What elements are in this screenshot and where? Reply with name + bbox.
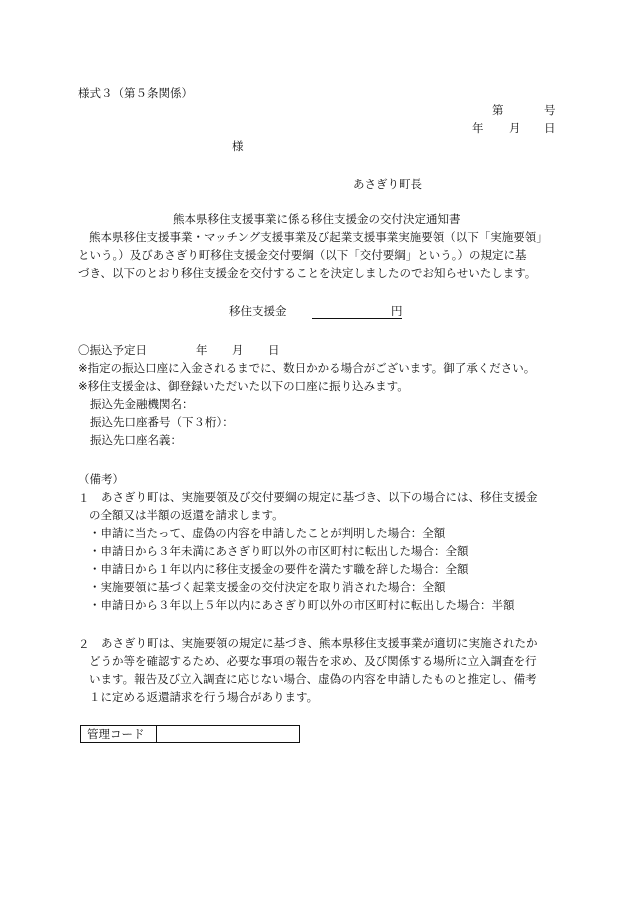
amount-label: 移住支援金	[229, 304, 287, 318]
account-holder-field: 振込先口座名義：	[90, 433, 182, 447]
document-number-prefix: 第	[492, 103, 504, 117]
transfer-day-label: 日	[268, 343, 280, 357]
document-number-suffix: 号	[544, 103, 556, 117]
remark-line: あさぎり町は、実施要領及び交付要綱の規定に基づき、以下の場合には、移住支援金	[101, 490, 538, 504]
remark-bullet: ・申請日から１年以内に移住支援金の要件を満たす職を辞した場合：全額	[89, 562, 469, 576]
remark-number: ２	[78, 637, 90, 651]
remark-bullet: ・申請日から３年以上５年以内にあさぎり町以外の市区町村に転出した場合：半額	[89, 598, 515, 612]
form-number: 様式３（第５条関係）	[78, 86, 193, 100]
remark-bullet: ・実施要領に基づく起業支援金の交付決定を取り消された場合：全額	[89, 580, 446, 594]
amount-underline	[312, 318, 402, 319]
recipient-honorific: 様	[232, 139, 244, 153]
remark-bullet: ・申請日から３年未満にあさぎり町以外の市区町村に転出した場合：全額	[89, 544, 469, 558]
transfer-note: ※移住支援金は、御登録いただいた以下の口座に振り込みます。	[78, 379, 409, 393]
intro-line: 熊本県移住支援事業・マッチング支援事業及び起業支援事業実施要領（以下「実施要領」	[89, 230, 548, 244]
amount-unit: 円	[391, 304, 403, 318]
management-code-label: 管理コード	[81, 726, 157, 742]
remark-number: １	[78, 491, 90, 505]
date-year-label: 年	[472, 121, 484, 135]
account-number-field: 振込先口座番号（下３桁）：	[90, 415, 234, 429]
date-day-label: 日	[544, 121, 556, 135]
bank-name-field: 振込先金融機関名：	[90, 397, 194, 411]
remark-line: １に定める返還請求を行う場合があります。	[89, 690, 319, 704]
transfer-note: ※指定の振込口座に入金されるまでに、数日かかる場合がございます。御了承ください。	[78, 361, 536, 375]
transfer-year-label: 年	[196, 343, 208, 357]
remarks-heading: （備考）	[78, 472, 124, 486]
remark-line: の全額又は半額の返還を請求します。	[89, 508, 284, 522]
intro-line: づき、以下のとおり移住支援金を交付することを決定しましたのでお知らせいたします。	[78, 266, 537, 280]
date-month-label: 月	[509, 121, 521, 135]
transfer-month-label: 月	[232, 343, 244, 357]
intro-line: という。）及びあさぎり町移住支援金交付要綱（以下「交付要綱」という。）の規定に基	[78, 248, 527, 262]
remark-bullet: ・申請に当たって、虚偽の内容を申請したことが判明した場合：全額	[89, 526, 446, 540]
remark-line: どうか等を確認するため、必要な事項の報告を求め、及び関係する場所に立入調査を行	[89, 654, 537, 668]
issuer-name: あさぎり町長	[353, 177, 422, 191]
remark-line: います。報告及び立入調査に応じない場合、虚偽の内容を申請したものと推定し、備考	[89, 672, 537, 686]
transfer-date-label: 〇振込予定日	[78, 343, 147, 357]
management-code-value	[157, 726, 299, 742]
remark-line: あさぎり町は、実施要領の規定に基づき、熊本県移住支援事業が適切に実施されたか	[101, 636, 538, 650]
document-title: 熊本県移住支援事業に係る移住支援金の交付決定通知書	[173, 212, 461, 226]
management-code-box	[80, 725, 300, 743]
